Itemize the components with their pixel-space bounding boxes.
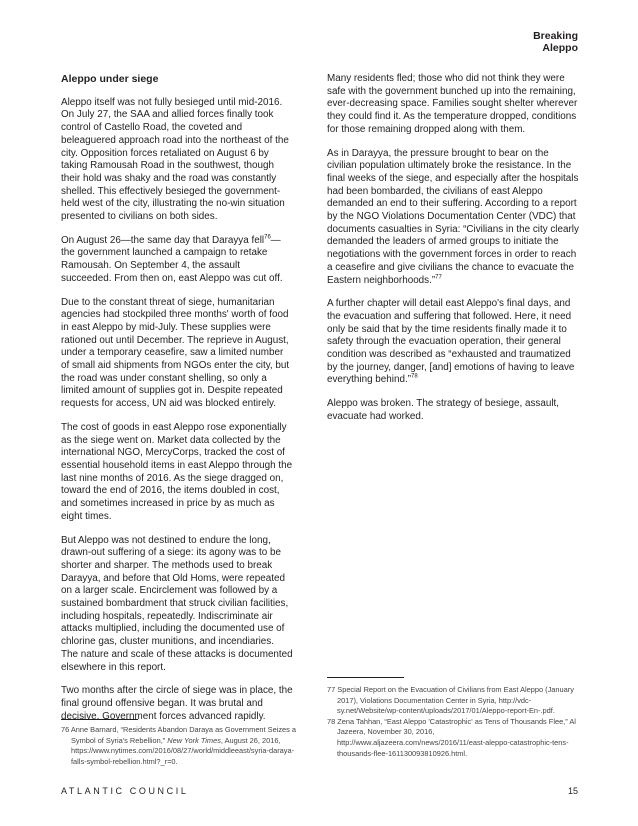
footnote-divider [61,719,138,720]
paragraph: Many residents fled; those who did not think they were safe with the government bunched up into the remaining, ever-decreasing space. Families sought shelter wherever they could find it. As the temperature dropped, conditions for those remaining dropped along with them. [327,73,578,135]
footnote-ref[interactable]: 76 [264,234,271,241]
footnote-text: , August 26, 2016, https://www.nytimes.com/2016/08/27/world/middleeast/syria-daraya-falls-symbol-rebellion.html?_r=0. [71,735,295,766]
section-heading: Aleppo under siege [61,73,159,85]
footnote-76 [61,725,299,767]
left-column [61,73,293,734]
footnote-77: 77 Special Report on the Evacuation of Civilians from East Aleppo (January 2017), Violations Documentation Center in Syria, http://vdc-sy.net/Website/wp-content/uploads/2017/01/Aleppo-report-En-.pdf. [327,685,574,716]
paragraph [327,148,579,288]
footnote-text: 76 Anne Barnard, “Residents Abandon Daraya as Government Seizes a Symbol of Syria's Rebellion,” [61,725,296,745]
paragraph: Aleppo itself was not fully besieged until mid-2016. On July 27, the SAA and allied forces finally took control of Castello Road, the coveted and beleaguered approach road into the northeast of the city. Opposition forces retaliated on August 6 by taking Ramousah Road in the southwest, though their hold was shaky and the road was constantly shelled. This effectively besieged the government-held west of the city, illustrating the no-win situation presented to civilians on both sides. [61,96,289,223]
header-line-2: Aleppo [542,42,578,54]
footnotes-left [61,725,299,767]
running-header [418,30,578,54]
paragraph [61,235,293,286]
paragraph-text: —the government launched a campaign to retake Ramousah. On September 4, the assault succeeded. From then on, east Aleppo was cut off. [61,234,283,284]
footnote-ref[interactable]: 77 [435,274,442,281]
paragraph-text: As in Darayya, the pressure brought to bear on the civilian population ultimately broke the resistance. In the final weeks of the siege, and especially after the hospitals had been bombarded, the civilians of east Aleppo demanded an end to their suffering. According to a report by the NGO Violations Documentation Center (VDC) that documents casualties in Syria: “Civilians in the city clearly demanded the leaders of armed groups to initiate the negotiations with the government forces in order to reach a ceasefire and give civilians the chance to evacuate the Eastern neighborhoods.” [327,147,579,286]
footnotes-right [327,685,579,759]
paragraph: But Aleppo was not destined to endure the long, drawn-out suffering of a siege: its agony was to be shorter and sharper. The methods used to break Darayya, and before that Old Homs, were repeated on a larger scale. Encirclement was followed by a sustained bombardment that struck civilian facilities, including hospitals, repeatedly. Indiscriminate air attacks multiplied, including the documented use of chlorine gas, cluster munitions, and incendiaries. The nature and scale of these attacks is documented elsewhere in this report. [61,534,293,673]
footnote-78: 78 Zena Tahhan, “East Aleppo 'Catastrophic' as Tens of Thousands Flee,” Al Jazeera, November 30, 2016, http://www.aljazeera.com/news/2016/11/east-aleppo-catastrophic-tens-thousands-flee-161130093810926.html. [327,716,576,758]
paragraph-text: A further chapter will detail east Aleppo's final days, and the evacuation and suffering that followed. Here, it need only be said that by the time residents finally made it to safety through the evacuation operation, their general condition was described as “exhausted and traumatized by the journey, danger, [and] emotions of having to leave everything behind.” [327,298,575,386]
paragraph: Aleppo was broken. The strategy of besiege, assault, evacuate had worked. [327,398,560,422]
page-number: 15 [567,786,578,796]
paragraph: The cost of goods in east Aleppo rose exponentially as the siege went on. Market data collected by the international NGO, MercyCorps, tracked the cost of essential household items in east Aleppo through the last nine months of 2016. As the siege dragged on, toward the end of 2016, the items doubled in cost, and sometimes increased in price by as much as eight times. [61,421,293,522]
header-line-1: Breaking [533,30,578,42]
paragraph-text: On August 26—the same day that Darayya fell [61,234,265,246]
paragraph: Two months after the circle of siege was in place, the final ground offensive began. It was brutal and decisive. Government forces advanced rapidly. [61,685,293,722]
footnote-publication: New York Times [167,735,221,745]
footnote-ref[interactable]: 78 [411,374,418,381]
right-column [327,73,579,435]
footnote-divider [327,677,404,678]
paragraph: Due to the constant threat of siege, humanitarian agencies had stockpiled three months' worth of food in east Aleppo by mid-July. These supplies were rationed out until December. The reprieve in August, under a temporary ceasefire, saw a limited number of small aid shipments from NGOs enter the city, but the road was under constant shelling, so only a limited amount of supplies got in. Despite repeated requests for access, UN aid was blocked entirely. [61,296,290,410]
footer-organization: ATLANTIC COUNCIL [61,786,189,796]
paragraph [327,298,579,387]
